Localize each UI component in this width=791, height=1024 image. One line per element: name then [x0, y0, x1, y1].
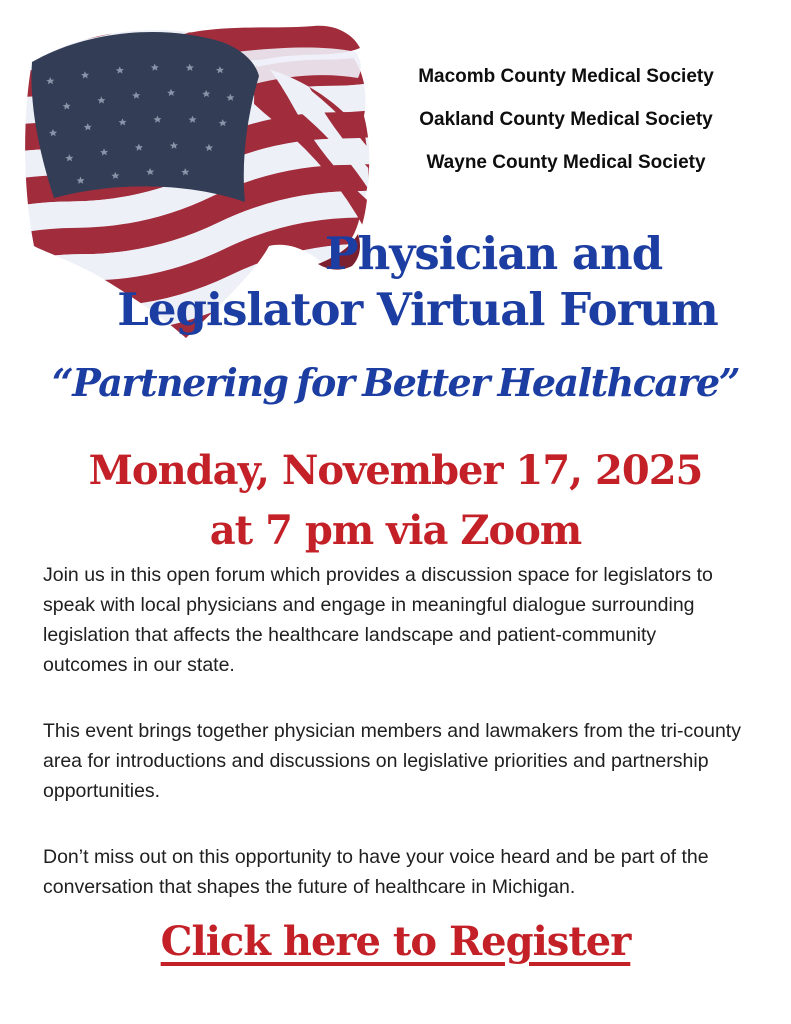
- register-link[interactable]: Click here to Register: [160, 918, 631, 965]
- society-wayne: Wayne County Medical Society: [426, 152, 706, 173]
- society-list: [398, 66, 734, 195]
- event-tagline: “Partnering for Better Healthcare”: [51, 360, 740, 405]
- society-macomb: Macomb County Medical Society: [418, 66, 714, 87]
- event-description: [43, 560, 743, 938]
- page-title-line2: Legislator Virtual Forum: [117, 283, 718, 336]
- event-time: at 7 pm via Zoom: [209, 507, 582, 554]
- event-date: Monday, November 17, 2025: [88, 447, 703, 494]
- society-oakland: Oakland County Medical Society: [419, 109, 713, 130]
- page-title-line1: Physician and: [324, 227, 663, 280]
- register-row: [0, 918, 791, 965]
- description-paragraph-2: This event brings together physician members and lawmakers from the tri-county area for introductions and discussions on legislative priorities and partnership opportunities.: [43, 720, 741, 802]
- description-paragraph-1: Join us in this open forum which provides a discussion space for legislators to speak with local physicians and engage in meaningful dialogue surrounding legislation that affects the healthcare landscape and patient-community outcomes in our state.: [43, 564, 713, 676]
- description-paragraph-3: Don’t miss out on this opportunity to have your voice heard and be part of the conversation that shapes the future of healthcare in Michigan.: [43, 846, 709, 898]
